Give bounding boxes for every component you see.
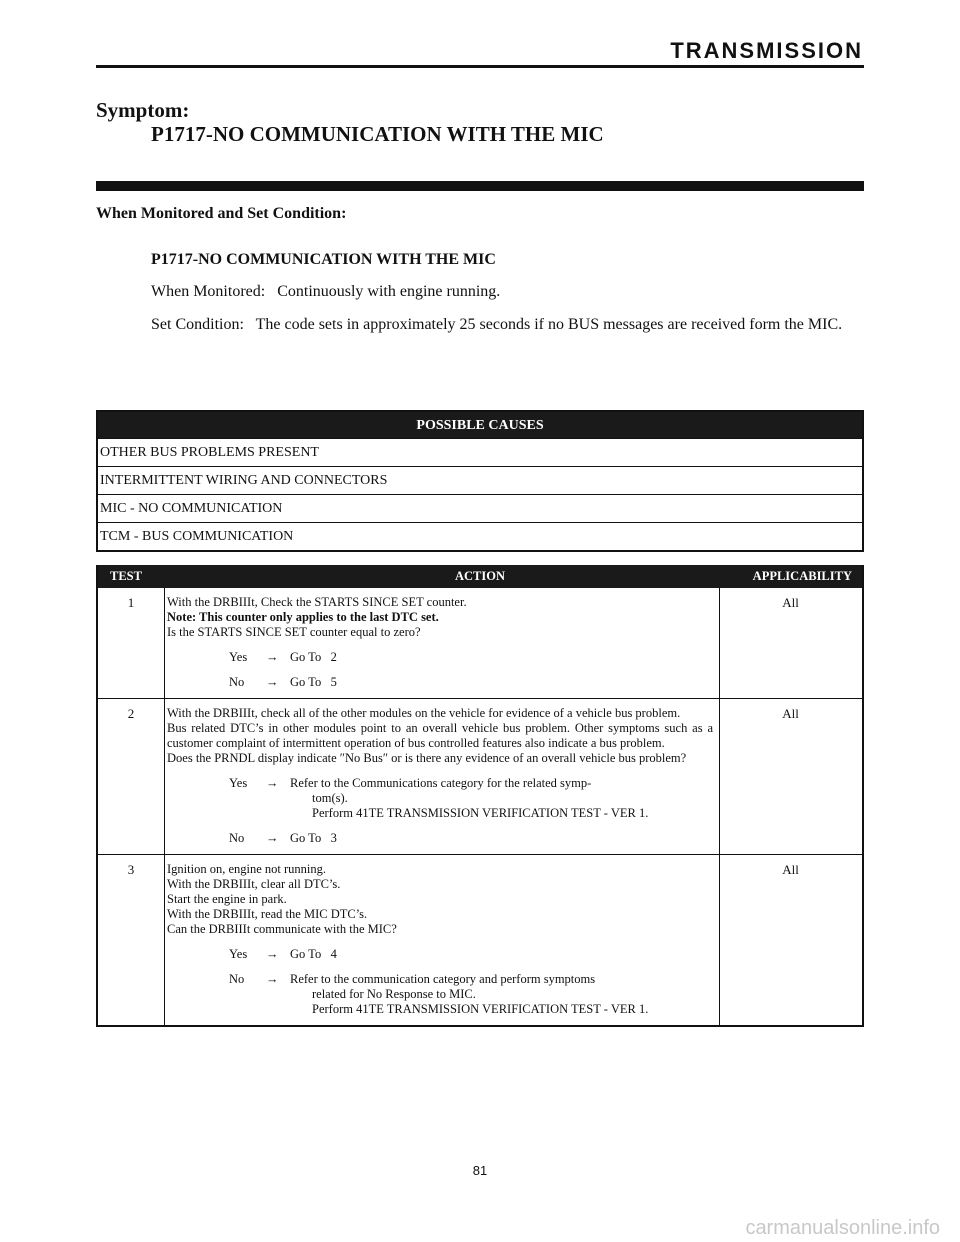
possible-causes-table: [96, 410, 864, 552]
set-condition: Set Condition: The code sets in approximately 25 seconds if no BUS messages are received form the MIC.: [151, 316, 843, 333]
result-verify: Perform 41TE TRANSMISSION VERIFICATION TEST - VER 1.: [312, 1002, 649, 1016]
header-action: ACTION: [454, 569, 505, 583]
answer-label: No: [229, 972, 245, 986]
monitor-code: P1717-NO COMMUNICATION WITH THE MIC: [151, 251, 496, 268]
header-rule: [96, 65, 864, 68]
page-number: 81: [472, 1163, 488, 1178]
arrow-icon: →: [266, 650, 279, 664]
answer-label: Yes: [229, 650, 248, 664]
result-verify: Perform 41TE TRANSMISSION VERIFICATION TEST - VER 1.: [312, 806, 649, 820]
action-line: With the DRBIIIt, clear all DTC’s.: [167, 877, 341, 891]
answer-result: [290, 972, 719, 1017]
answer-result: [290, 831, 719, 846]
action-line: Does the PRNDL display indicate ″No Bus″ or is there any evidence of an overall vehicle bus problem?: [167, 751, 687, 765]
arrow-icon: →: [266, 776, 279, 790]
result-text: Refer to the communication category and perform symptoms: [290, 972, 596, 986]
monitor-label: When Monitored and Set Condition:: [96, 205, 347, 222]
arrow-icon: →: [266, 675, 279, 689]
answer-option: [165, 972, 719, 1017]
section-header: TRANSMISSION: [670, 38, 863, 63]
possible-causes-header: POSSIBLE CAUSES: [98, 412, 862, 438]
answer-option: [165, 675, 719, 690]
result-text: Go To 3: [290, 831, 337, 845]
header-test: TEST: [110, 569, 142, 583]
answer-option: [165, 650, 719, 665]
possible-causes-list: [98, 438, 862, 550]
answer-result: [290, 947, 719, 962]
test-number: 3: [127, 862, 135, 877]
applicability-cell: All: [782, 862, 799, 877]
action-line: With the DRBIIIt, read the MIC DTC’s.: [167, 907, 368, 921]
symptom-title: P1717-NO COMMUNICATION WITH THE MIC: [151, 122, 604, 146]
action-line: Is the STARTS SINCE SET counter equal to zero?: [167, 625, 421, 639]
applicability-cell: All: [782, 706, 799, 721]
table-row: [98, 854, 862, 1025]
answer-result: [290, 776, 719, 821]
table-body: [98, 588, 862, 1025]
answer-label: Yes: [229, 776, 248, 790]
action-line: Can the DRBIIIt communicate with the MIC?: [167, 922, 397, 936]
cause-item: OTHER BUS PROBLEMS PRESENT: [98, 438, 862, 466]
action-line: With the DRBIIIt, check all of the other modules on the vehicle for evidence of a vehicle bus problem.: [167, 706, 681, 720]
answer-result: [290, 675, 719, 690]
section-divider: [96, 181, 864, 191]
action-cell: [164, 588, 720, 698]
cause-item: INTERMITTENT WIRING AND CONNECTORS: [98, 466, 862, 494]
answer-label: No: [229, 831, 245, 845]
table-row: [98, 588, 862, 698]
action-line: With the DRBIIIt, Check the STARTS SINCE SET counter.: [167, 595, 467, 609]
action-line: Start the engine in park.: [167, 892, 287, 906]
when-monitored: When Monitored: Continuously with engine running.: [151, 283, 501, 300]
table-header: [98, 565, 862, 588]
header-applicability: APPLICABILITY: [752, 569, 852, 583]
result-text: Go To 5: [290, 675, 337, 689]
result-text-cont: related for No Response to MIC.: [312, 987, 476, 1001]
result-text: Go To 4: [290, 947, 337, 961]
test-number: 2: [127, 706, 135, 721]
answer-label: No: [229, 675, 245, 689]
test-action-table: [96, 565, 864, 1027]
test-number: 1: [127, 595, 135, 610]
applicability-cell: All: [782, 595, 799, 610]
arrow-icon: →: [266, 947, 279, 961]
answer-option: [165, 831, 719, 846]
arrow-icon: →: [266, 972, 279, 986]
answer-option: [165, 947, 719, 962]
cause-item: TCM - BUS COMMUNICATION: [98, 522, 862, 550]
symptom-label: Symptom:: [96, 98, 190, 122]
answer-label: Yes: [229, 947, 248, 961]
arrow-icon: →: [266, 831, 279, 845]
watermark: carmanualsonline.info: [745, 1217, 940, 1239]
action-line: Ignition on, engine not running.: [167, 862, 327, 876]
action-cell: [164, 699, 720, 854]
table-row: [98, 698, 862, 854]
action-line: Note: This counter only applies to the last DTC set.: [167, 610, 439, 624]
answer-option: [165, 776, 719, 821]
action-line: Bus related DTC’s in other modules point to an overall vehicle bus problem. Other symptoms such as a customer complaint of intermittent operation of bus controlled features also indicate a bus problem.: [167, 721, 713, 750]
result-text: Refer to the Communications category for the related symp-: [290, 776, 592, 790]
cause-item: MIC - NO COMMUNICATION: [98, 494, 862, 522]
result-text: Go To 2: [290, 650, 337, 664]
answer-result: [290, 650, 719, 665]
result-text-cont: tom(s).: [312, 791, 348, 805]
action-cell: [164, 855, 720, 1025]
